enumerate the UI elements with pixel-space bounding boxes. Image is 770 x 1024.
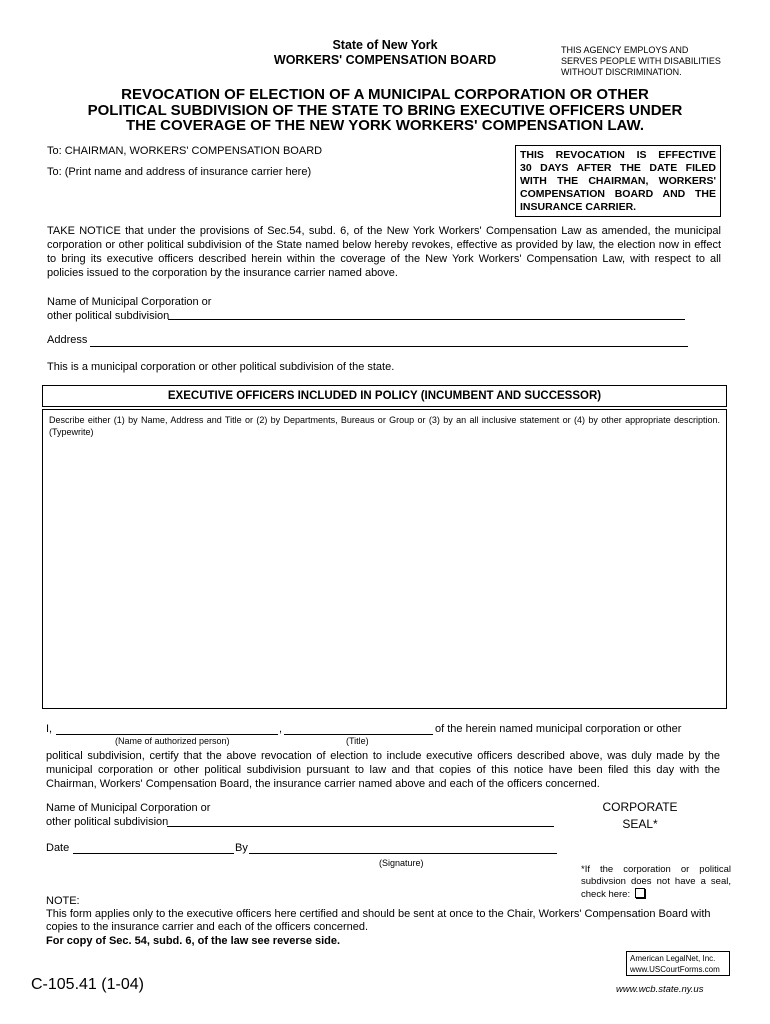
address-label: Address [47, 334, 88, 346]
officers-instructions: Describe either (1) by Name, Address and Title or (2) by Departments, Bureaus or Group or (3) by an all inclusive statement or (4) by other appropriate description. (Typewrite) [49, 415, 720, 437]
note-label: NOTE: [46, 895, 80, 907]
note-bold: For copy of Sec. 54, subd. 6, of the law see reverse side. [46, 935, 341, 947]
carrier-field[interactable] [47, 182, 497, 220]
by-label: By [235, 842, 248, 854]
website: www.wcb.state.ny.us [616, 984, 704, 995]
municipal-name-label: Name of Municipal Corporation or other political subdivision [47, 296, 212, 322]
address-field[interactable] [90, 334, 688, 347]
board-name: WORKERS' COMPENSATION BOARD [273, 53, 497, 67]
cert-comma: , [279, 723, 283, 735]
municipal-name-field[interactable] [168, 307, 685, 320]
form-title: REVOCATION OF ELECTION OF A MUNICIPAL CORPORATION OR OTHER POLITICAL SUBDIVISION OF THE STATE TO BRING EXECUTIVE OFFICERS UNDER THE COVERAGE OF THE NEW YORK WORKERS' COMPENSATION LAW. [87, 86, 683, 134]
title-caption: (Title) [346, 736, 369, 746]
signature-field[interactable] [249, 841, 557, 854]
publisher-box: American LegalNet, Inc. www.USCourtForms.com [626, 951, 730, 976]
form-number: C-105.41 (1-04) [31, 976, 144, 993]
cert-prefix: I, [46, 723, 53, 735]
signature-caption: (Signature) [379, 858, 424, 868]
take-notice-paragraph: TAKE NOTICE that under the provisions of Sec.54, subd. 6, of the New York Workers' Compensation Law as amended, the municipal corporation or other political subdivision of the State named below hereby revokes, effective as provided by law, the election now in effect to bring its executive officers described herein within the coverage of the New York Workers' Compensation Law, with respect to all policies issued to the corporation by the insurance carrier named above. [47, 225, 721, 279]
title-field[interactable] [284, 722, 433, 735]
municipal-statement: This is a municipal corporation or other political subdivision of the state. [47, 361, 395, 373]
officers-header: EXECUTIVE OFFICERS INCLUDED IN POLICY (INCUMBENT AND SUCCESSOR) [42, 385, 727, 407]
note-text: This form applies only to the executive officers here certified and should be sent at once to the Chair, Workers' Compensation Board with copies to the insurance carrier and each of the officers concerned. [46, 908, 711, 933]
cert-suffix: of the herein named municipal corporation or other [435, 723, 682, 735]
state-name: State of New York [332, 38, 438, 52]
to-carrier-label: To: (Print name and address of insurance carrier here) [47, 166, 312, 178]
to-chairman: To: CHAIRMAN, WORKERS' COMPENSATION BOARD [47, 145, 323, 157]
date-label: Date [46, 842, 70, 854]
certification-paragraph: political subdivision, certify that the above revocation of election to include executive officers described above, was duly made by the municipal corporation or other political subdivision pursuant to law and that copies of this notice have been filed this day with the Chairman, Workers' Compensation Board, the insurance carrier named above and each of the officers concerned. [46, 750, 720, 790]
corporate-seal: CORPORATE SEAL* [602, 800, 678, 831]
authorized-name-caption: (Name of authorized person) [115, 736, 230, 746]
municipal-name-label-2: Name of Municipal Corporation or other political subdivision [46, 802, 211, 828]
officers-description-area[interactable] [42, 409, 727, 709]
seal-note: *If the corporation or political subdivsion does not have a seal, check here: [581, 864, 731, 900]
authorized-name-field[interactable] [56, 722, 278, 735]
effective-notice-box: THIS REVOCATION IS EFFECTIVE 30 DAYS AFTER THE DATE FILED WITH THE CHAIRMAN, WORKERS' COMPENSATION BOARD AND THE INSURANCE CARRIER. [515, 145, 721, 217]
no-seal-checkbox[interactable] [635, 888, 645, 898]
agency-note: THIS AGENCY EMPLOYS AND SERVES PEOPLE WITH DISABILITIES WITHOUT DISCRIMINATION. [561, 45, 721, 77]
municipal-name-field-2[interactable] [167, 814, 554, 827]
date-field[interactable] [73, 841, 234, 854]
